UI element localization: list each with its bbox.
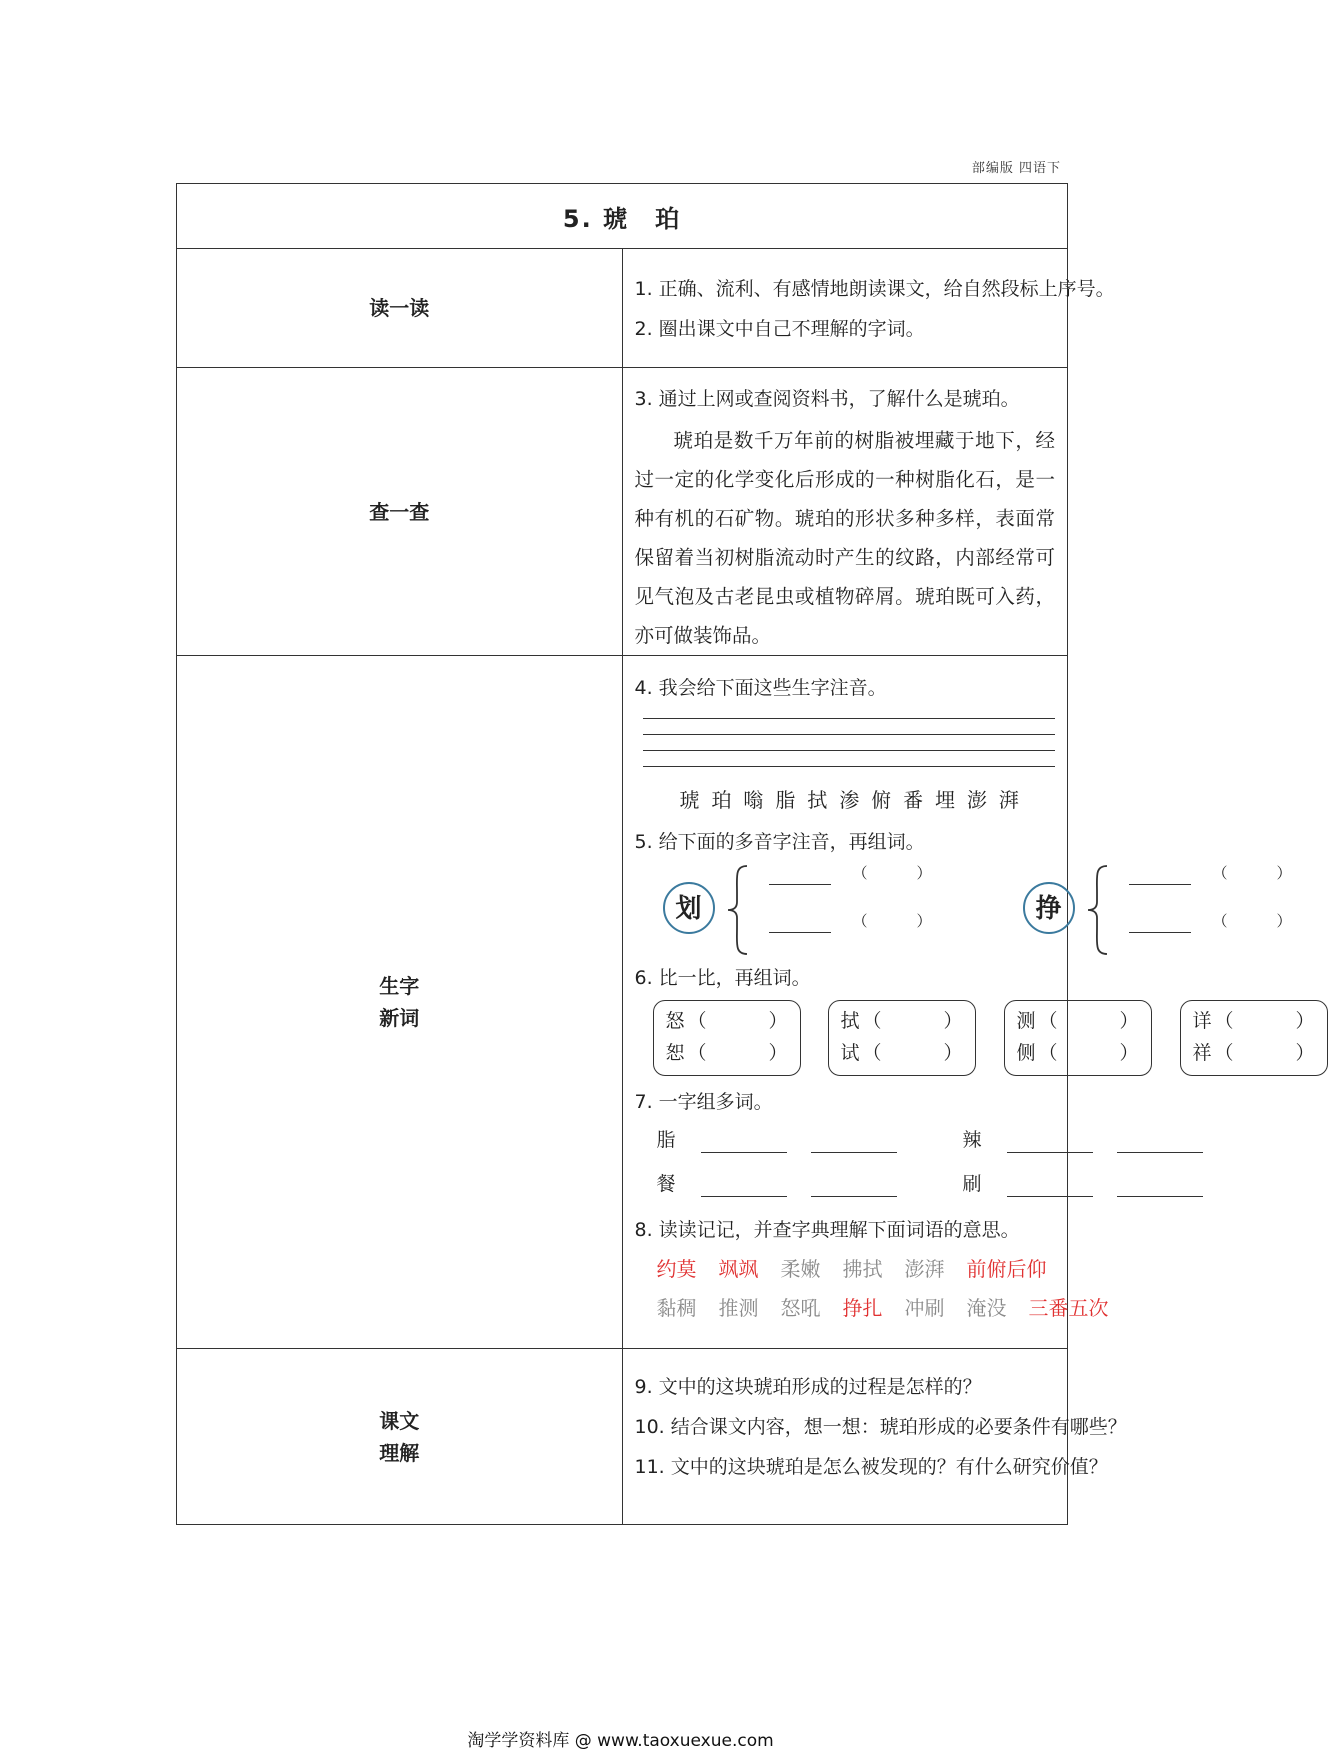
pinyin-line [643,766,1056,767]
word-paren-close: ） [916,864,932,882]
compare-paren-close: ） [943,1042,963,1064]
section-label-read: 读一读 [177,249,623,368]
vocab-word: 柔嫩 [780,1257,821,1281]
vocab-word: 前俯后仰 [966,1257,1047,1281]
word-blank[interactable] [1117,1196,1203,1197]
pinyin-line [643,734,1056,735]
section-label-understand [177,1349,623,1525]
word-blank[interactable] [1117,1152,1203,1153]
compare-paren-close: ） [1295,1010,1315,1032]
section-label-understand-line1: 课文 [379,1408,420,1433]
compare-paren-open: （ [1038,1042,1058,1064]
compare-paren-open: （ [1214,1010,1234,1032]
compare-char: 测 [1016,1010,1036,1032]
word-paren-open: （ [1212,912,1228,930]
compare-paren-open: （ [687,1042,707,1064]
pinyin-char: 嗡 [743,788,764,812]
word-paren-open: （ [852,912,868,930]
vocab-word: 三番五次 [1028,1296,1109,1320]
pinyin-char-row [635,778,1056,822]
compare-paren-close: ） [768,1042,788,1064]
question-2: 2. 圈出课文中自己不理解的字词。 [634,318,925,340]
word-blank[interactable] [701,1152,787,1153]
section-label-words [177,656,623,1349]
pinyin-char: 渗 [839,788,860,812]
section-understand-content [622,1349,1127,1525]
compare-paren-open: （ [687,1010,707,1032]
word-blank[interactable] [811,1152,897,1153]
section-label-understand-line2: 理解 [379,1440,420,1465]
question-1: 1. 正确、流利、有感情地朗读课文，给自然段标上序号。 [634,278,1115,300]
pinyin-char: 拭 [807,788,828,812]
pinyin-line [643,750,1056,751]
word-paren-close: ） [1276,912,1292,930]
left-brace-icon [1085,862,1111,958]
question-6: 6. 比一比，再组词。 [634,967,811,989]
vocab-word: 澎湃 [904,1257,945,1281]
question-11: 11. 文中的这块琥珀是怎么被发现的？有什么研究价值？ [634,1456,1108,1478]
word-paren-close: ） [916,912,932,930]
section-read-content [622,249,1115,368]
polyphone-char-circle: 挣 [1023,882,1075,934]
vocab-word: 挣扎 [842,1296,883,1320]
multi-char: 刷 [962,1173,982,1195]
question-4: 4. 我会给下面这些生字注音。 [634,677,887,699]
polyphone-area [635,862,1292,958]
multi-word-area [635,1122,1056,1210]
pinyin-line [643,718,1056,719]
compare-char: 怒 [665,1010,685,1032]
multi-char: 餐 [656,1173,676,1195]
compare-paren-open: （ [862,1010,882,1032]
vocab-word: 淹没 [966,1296,1007,1320]
compare-box[interactable] [1004,1000,1152,1076]
word-blank[interactable] [811,1196,897,1197]
pinyin-char: 番 [903,788,924,812]
answer-paragraph: 琥珀是数千万年前的树脂被埋藏于地下，经过一定的化学变化后形成的一种树脂化石，是一种有机的石矿物。琥珀的形状多种多样，表面常保留着当初树脂流动时产生的纹路，内部经常可见气泡及古老昆虫或植物碎屑。琥珀既可入药，亦可做装饰品。 [634,429,1055,647]
pinyin-blank[interactable] [1129,932,1191,933]
question-5: 5. 给下面的多音字注音，再组词。 [634,831,925,853]
compare-char: 详 [1192,1010,1212,1032]
vocab-word: 飒飒 [718,1257,759,1281]
pinyin-char: 脂 [775,788,796,812]
left-brace-icon [725,862,751,958]
multi-char: 辣 [962,1129,982,1151]
pinyin-char: 埋 [935,788,955,812]
vocab-row [635,1289,1109,1328]
compare-paren-open: （ [1214,1042,1234,1064]
worksheet-table [176,183,1315,1525]
compare-paren-open: （ [862,1042,882,1064]
compare-paren-close: ） [1119,1010,1139,1032]
question-3: 3. 通过上网或查阅资料书，了解什么是琥珀。 [634,388,1020,410]
pinyin-char: 琥 [679,788,700,812]
compare-paren-open: （ [1038,1010,1058,1032]
compare-boxes [635,1000,1315,1082]
edition-label: 部编版 四语下 [971,161,1061,176]
pinyin-blank[interactable] [1129,884,1191,885]
vocab-word: 推测 [718,1296,759,1320]
pinyin-char: 珀 [711,788,732,812]
compare-char: 侧 [1016,1042,1036,1064]
compare-char: 拭 [840,1010,860,1032]
pinyin-blank[interactable] [769,884,831,885]
footer-watermark: 淘学学资料库 @ www.taoxuexue.com [467,1731,774,1751]
section-label-words-line1: 生字 [379,974,420,998]
compare-paren-close: ） [768,1010,788,1032]
compare-paren-close: ） [1119,1042,1139,1064]
pinyin-char: 俯 [871,788,892,812]
multi-char: 脂 [656,1129,676,1151]
pinyin-writing-lines[interactable] [643,718,1056,774]
word-paren-open: （ [1212,864,1228,882]
section-check-content [622,368,1068,656]
compare-char: 恕 [665,1042,685,1064]
lesson-title: 5. 琥 珀 [177,184,1068,249]
vocab-word: 约莫 [656,1257,697,1281]
vocab-word: 黏稠 [656,1296,697,1320]
compare-paren-close: ） [943,1010,963,1032]
section-label-check: 查一查 [177,368,623,656]
polyphone-char-circle: 划 [663,882,715,934]
pinyin-blank[interactable] [769,932,831,933]
vocab-word: 拂拭 [842,1257,883,1281]
question-8: 8. 读读记记，并查字典理解下面词语的意思。 [634,1219,1020,1241]
word-blank[interactable] [1007,1152,1093,1153]
word-paren-close: ） [1276,864,1292,882]
vocab-word: 怒吼 [780,1296,821,1320]
compare-char: 试 [840,1042,860,1064]
question-10: 10. 结合课文内容，想一想：琥珀形成的必要条件有哪些？ [634,1416,1127,1438]
compare-char: 祥 [1192,1042,1212,1064]
compare-box[interactable] [1180,1000,1328,1076]
pinyin-char: 澎 [966,788,987,812]
pinyin-char: 湃 [998,788,1019,812]
compare-paren-close: ） [1295,1042,1315,1064]
vocab-word: 冲刷 [904,1296,945,1320]
question-9: 9. 文中的这块琥珀形成的过程是怎样的？ [634,1376,982,1398]
question-7: 7. 一字组多词。 [634,1091,773,1113]
word-blank[interactable] [1007,1196,1093,1197]
word-blank[interactable] [701,1196,787,1197]
section-label-words-line2: 新词 [379,1006,420,1030]
vocab-row [635,1250,1056,1289]
compare-box[interactable] [653,1000,801,1076]
word-paren-open: （ [852,864,868,882]
section-words-content [622,656,1315,1349]
compare-box[interactable] [828,1000,976,1076]
